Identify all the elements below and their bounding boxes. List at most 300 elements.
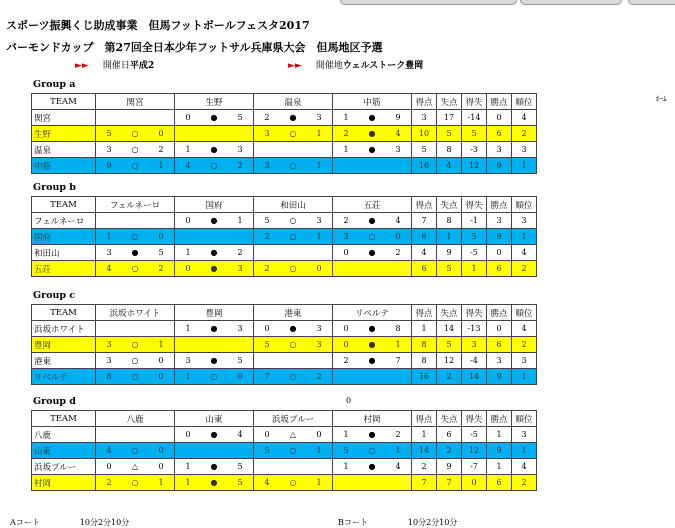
- table-row: [32, 158, 537, 174]
- table-cell: 3: [96, 353, 123, 369]
- table-cell: 2: [437, 443, 462, 459]
- table-cell: [175, 229, 202, 245]
- court-b-label: Bコート: [338, 518, 368, 527]
- table-cell: ○: [280, 261, 306, 277]
- table-cell: 4: [385, 213, 412, 229]
- table-header-row: [32, 197, 537, 213]
- table-cell: [385, 158, 412, 174]
- table-cell: 9: [487, 229, 512, 245]
- table-cell: ●: [359, 321, 385, 337]
- table-cell: ●: [201, 261, 227, 277]
- table-cell: ●: [201, 427, 227, 443]
- sheet-tab[interactable]: [520, 0, 622, 5]
- team-name-cell: 関宮: [32, 110, 96, 126]
- table-cell: 1: [227, 213, 254, 229]
- table-cell: -1: [462, 213, 487, 229]
- table-cell: ●: [359, 126, 385, 142]
- column-header: 浜坂ブルー: [254, 411, 333, 427]
- table-cell: 3: [512, 142, 537, 158]
- table-cell: 9: [96, 158, 123, 174]
- table-cell: [148, 110, 175, 126]
- table-header-row: [32, 305, 537, 321]
- table-cell: ○: [201, 158, 227, 174]
- table-cell: 8: [437, 213, 462, 229]
- table-cell: 7: [412, 213, 437, 229]
- table-cell: 0: [487, 110, 512, 126]
- table-cell: [227, 126, 254, 142]
- table-cell: ●: [359, 245, 385, 261]
- table-cell: 1: [306, 126, 333, 142]
- table-cell: 2: [333, 353, 360, 369]
- table-cell: 2: [385, 245, 412, 261]
- table-cell: 8: [437, 142, 462, 158]
- table-cell: 5: [437, 126, 462, 142]
- table-cell: 0: [148, 353, 175, 369]
- table-cell: ●: [359, 337, 385, 353]
- table-cell: 3: [512, 353, 537, 369]
- court-a-note: [10, 517, 129, 528]
- table-cell: ○: [122, 369, 148, 385]
- table-cell: ○: [280, 229, 306, 245]
- table-row: [32, 126, 537, 142]
- court-b-time: 10分2分10分: [407, 518, 458, 527]
- team-name-cell: リベルテ: [32, 369, 96, 385]
- table-cell: ●: [201, 245, 227, 261]
- table-cell: ○: [280, 475, 306, 491]
- table-cell: 3: [487, 213, 512, 229]
- table-cell: [359, 475, 385, 491]
- table-row: [32, 475, 537, 491]
- table-cell: ○: [122, 337, 148, 353]
- table-cell: 12: [437, 353, 462, 369]
- team-name-cell: 豊岡: [32, 337, 96, 353]
- table-cell: 7: [412, 475, 437, 491]
- table-cell: 5: [227, 110, 254, 126]
- column-header: 順位: [512, 411, 537, 427]
- table-cell: 2: [333, 213, 360, 229]
- standings-table: [31, 93, 537, 174]
- team-name-cell: フェルネーロ: [32, 213, 96, 229]
- table-cell: 4: [512, 459, 537, 475]
- table-cell: 0: [333, 245, 360, 261]
- table-row: [32, 427, 537, 443]
- table-cell: -4: [462, 353, 487, 369]
- table-cell: [280, 245, 306, 261]
- table-cell: [175, 337, 202, 353]
- table-cell: 3: [254, 158, 281, 174]
- table-cell: 0: [333, 321, 360, 337]
- column-header: 豊岡: [175, 305, 254, 321]
- table-cell: 0: [487, 321, 512, 337]
- table-cell: 6: [412, 229, 437, 245]
- table-cell: ○: [280, 158, 306, 174]
- table-cell: ○: [280, 213, 306, 229]
- table-cell: 6: [487, 261, 512, 277]
- table-cell: 4: [437, 158, 462, 174]
- table-cell: 2: [333, 126, 360, 142]
- table-cell: [96, 110, 123, 126]
- table-cell: 6: [487, 337, 512, 353]
- table-cell: [306, 459, 333, 475]
- table-cell: 0: [385, 229, 412, 245]
- table-cell: 3: [306, 337, 333, 353]
- table-cell: 3: [487, 142, 512, 158]
- table-cell: [96, 321, 123, 337]
- team-name-cell: 和田山: [32, 245, 96, 261]
- column-header: 得失: [462, 411, 487, 427]
- column-header: 得点: [412, 94, 437, 110]
- table-cell: 1: [175, 369, 202, 385]
- stray-value: 0: [346, 396, 352, 405]
- table-cell: 1: [175, 321, 202, 337]
- table-cell: 3: [385, 142, 412, 158]
- team-name-cell: 八鹿: [32, 427, 96, 443]
- table-cell: 5: [148, 245, 175, 261]
- table-cell: [280, 459, 306, 475]
- sheet-tab[interactable]: [628, 0, 675, 5]
- table-cell: 5: [227, 353, 254, 369]
- table-cell: [227, 229, 254, 245]
- table-cell: 3: [306, 213, 333, 229]
- table-cell: 0: [462, 475, 487, 491]
- column-header: 勝点: [487, 94, 512, 110]
- table-cell: ●: [359, 353, 385, 369]
- table-cell: 1: [333, 459, 360, 475]
- table-cell: 10: [412, 126, 437, 142]
- column-header: 順位: [512, 94, 537, 110]
- table-cell: [227, 337, 254, 353]
- table-cell: 0: [254, 427, 281, 443]
- table-cell: [385, 261, 412, 277]
- table-cell: 2: [412, 459, 437, 475]
- table-cell: 0: [148, 459, 175, 475]
- venue-label: 開催地: [315, 61, 343, 71]
- table-cell: 0: [148, 369, 175, 385]
- table-cell: 9: [487, 158, 512, 174]
- table-cell: 1: [512, 369, 537, 385]
- column-header: 得失: [462, 305, 487, 321]
- table-cell: 1: [333, 110, 360, 126]
- table-cell: 5: [462, 229, 487, 245]
- table-cell: ●: [359, 142, 385, 158]
- table-cell: ●: [359, 213, 385, 229]
- table-cell: 3: [96, 245, 123, 261]
- table-cell: 7: [437, 475, 462, 491]
- table-cell: [306, 353, 333, 369]
- table-cell: 1: [306, 229, 333, 245]
- table-cell: 7: [385, 353, 412, 369]
- table-row: [32, 142, 537, 158]
- table-cell: 1: [175, 475, 202, 491]
- team-name-cell: 温泉: [32, 142, 96, 158]
- table-cell: [201, 126, 227, 142]
- table-cell: 4: [96, 261, 123, 277]
- table-cell: ●: [359, 459, 385, 475]
- table-cell: ●: [201, 353, 227, 369]
- team-name-cell: 村岡: [32, 475, 96, 491]
- table-cell: [122, 321, 148, 337]
- table-cell: 1: [175, 142, 202, 158]
- table-header-row: [32, 94, 537, 110]
- table-cell: -13: [462, 321, 487, 337]
- table-cell: 1: [462, 261, 487, 277]
- table-row: [32, 261, 537, 277]
- table-cell: 0: [254, 321, 281, 337]
- table-row: [32, 110, 537, 126]
- table-cell: [201, 443, 227, 459]
- table-cell: ○: [122, 261, 148, 277]
- table-cell: 4: [412, 245, 437, 261]
- document-title: スポーツ振興くじ助成事業 但馬フットボールフェスタ2017: [6, 19, 310, 32]
- table-cell: 0: [487, 245, 512, 261]
- table-cell: 3: [412, 110, 437, 126]
- table-cell: △: [280, 427, 306, 443]
- table-cell: 1: [385, 337, 412, 353]
- table-cell: ●: [359, 427, 385, 443]
- table-cell: 0: [175, 110, 202, 126]
- table-cell: ●: [359, 110, 385, 126]
- table-cell: 2: [512, 126, 537, 142]
- table-cell: [359, 261, 385, 277]
- table-cell: ●: [280, 110, 306, 126]
- column-header: 勝点: [487, 305, 512, 321]
- table-cell: 1: [306, 158, 333, 174]
- table-cell: 1: [96, 229, 123, 245]
- standings-table: [31, 410, 537, 491]
- table-cell: 1: [412, 321, 437, 337]
- table-cell: 4: [227, 427, 254, 443]
- team-name-cell: 山東: [32, 443, 96, 459]
- table-cell: 1: [512, 158, 537, 174]
- table-row: [32, 459, 537, 475]
- table-cell: [333, 475, 360, 491]
- column-header: フェルネーロ: [96, 197, 175, 213]
- table-cell: ○: [122, 475, 148, 491]
- court-b-note: [338, 517, 457, 528]
- table-cell: 5: [254, 337, 281, 353]
- table-cell: 1: [175, 459, 202, 475]
- table-cell: [333, 261, 360, 277]
- table-cell: [254, 245, 281, 261]
- table-cell: 3: [227, 261, 254, 277]
- arrow-icon: ►►: [288, 61, 302, 71]
- table-cell: 8: [385, 321, 412, 337]
- table-cell: 4: [512, 321, 537, 337]
- table-cell: [385, 369, 412, 385]
- table-cell: 5: [437, 337, 462, 353]
- table-cell: [148, 213, 175, 229]
- table-cell: [254, 353, 281, 369]
- table-cell: 0: [148, 443, 175, 459]
- column-header: 温泉: [254, 94, 333, 110]
- table-cell: [385, 475, 412, 491]
- table-cell: 3: [96, 142, 123, 158]
- table-cell: 3: [96, 337, 123, 353]
- table-cell: 0: [227, 369, 254, 385]
- group-label: Group c: [33, 290, 76, 301]
- column-header: 関宮: [96, 94, 175, 110]
- venue-value: ウェルストーク豊岡: [342, 61, 424, 71]
- column-header: リベルテ: [333, 305, 412, 321]
- table-cell: 3: [512, 213, 537, 229]
- table-cell: ●: [201, 110, 227, 126]
- table-cell: 17: [437, 110, 462, 126]
- table-cell: [122, 427, 148, 443]
- table-cell: ●: [280, 321, 306, 337]
- table-cell: [280, 142, 306, 158]
- table-cell: 1: [306, 475, 333, 491]
- table-cell: 3: [333, 229, 360, 245]
- team-name-cell: 港東: [32, 353, 96, 369]
- column-header: 失点: [437, 411, 462, 427]
- team-name-cell: 国府: [32, 229, 96, 245]
- column-header: 得失: [462, 94, 487, 110]
- table-cell: 6: [487, 126, 512, 142]
- table-cell: 4: [512, 245, 537, 261]
- table-cell: 12: [462, 443, 487, 459]
- table-cell: [201, 337, 227, 353]
- table-cell: 9: [487, 443, 512, 459]
- team-name-cell: 中筋: [32, 158, 96, 174]
- table-cell: 9: [437, 245, 462, 261]
- table-cell: [201, 229, 227, 245]
- table-cell: 9: [437, 459, 462, 475]
- table-cell: [148, 321, 175, 337]
- column-header: 順位: [512, 197, 537, 213]
- table-cell: 0: [306, 261, 333, 277]
- table-cell: [96, 213, 123, 229]
- table-cell: 3: [227, 142, 254, 158]
- table-cell: 3: [227, 321, 254, 337]
- date-label: 開催日: [102, 61, 130, 71]
- table-cell: 1: [512, 229, 537, 245]
- table-cell: 3: [306, 110, 333, 126]
- table-cell: [254, 459, 281, 475]
- table-cell: 5: [437, 261, 462, 277]
- table-cell: 4: [254, 475, 281, 491]
- table-cell: 12: [462, 158, 487, 174]
- table-cell: [96, 427, 123, 443]
- table-cell: ○: [201, 369, 227, 385]
- table-cell: 3: [306, 321, 333, 337]
- table-header-row: [32, 411, 537, 427]
- table-cell: 0: [175, 427, 202, 443]
- table-cell: 5: [462, 126, 487, 142]
- table-row: [32, 369, 537, 385]
- table-cell: [175, 126, 202, 142]
- table-cell: ○: [280, 337, 306, 353]
- table-cell: [148, 427, 175, 443]
- table-cell: 2: [148, 142, 175, 158]
- table-cell: 16: [412, 369, 437, 385]
- table-cell: [333, 158, 360, 174]
- table-cell: -14: [462, 110, 487, 126]
- table-cell: 2: [254, 261, 281, 277]
- column-header: 得点: [412, 197, 437, 213]
- table-cell: 2: [148, 261, 175, 277]
- table-cell: 7: [254, 369, 281, 385]
- table-cell: 1: [148, 475, 175, 491]
- group-label: Group a: [33, 79, 76, 90]
- table-cell: [122, 110, 148, 126]
- table-cell: 4: [385, 126, 412, 142]
- venue-line: [288, 58, 423, 71]
- table-cell: [227, 443, 254, 459]
- table-cell: 3: [462, 337, 487, 353]
- table-cell: 1: [487, 459, 512, 475]
- team-name-cell: 生野: [32, 126, 96, 142]
- table-cell: [333, 369, 360, 385]
- table-cell: 0: [148, 126, 175, 142]
- table-cell: 8: [412, 337, 437, 353]
- arrow-icon: ►►: [75, 61, 89, 71]
- table-cell: ●: [201, 213, 227, 229]
- table-cell: ○: [280, 443, 306, 459]
- team-name-cell: 浜坂ブルー: [32, 459, 96, 475]
- table-cell: ●: [201, 475, 227, 491]
- table-cell: 1: [487, 427, 512, 443]
- table-cell: ○: [122, 443, 148, 459]
- table-cell: [175, 443, 202, 459]
- column-header: 国府: [175, 197, 254, 213]
- table-cell: 3: [175, 353, 202, 369]
- date-line: [75, 58, 154, 71]
- table-cell: 0: [333, 337, 360, 353]
- table-cell: ○: [122, 142, 148, 158]
- column-header: TEAM: [32, 305, 96, 321]
- table-cell: -5: [462, 427, 487, 443]
- column-header: 勝点: [487, 197, 512, 213]
- table-cell: ●: [201, 459, 227, 475]
- table-cell: 0: [148, 229, 175, 245]
- table-cell: ●: [122, 245, 148, 261]
- table-cell: 1: [148, 337, 175, 353]
- table-cell: 1: [437, 229, 462, 245]
- table-cell: ●: [201, 142, 227, 158]
- table-cell: [359, 158, 385, 174]
- table-cell: 14: [462, 369, 487, 385]
- table-cell: 16: [412, 158, 437, 174]
- table-row: [32, 337, 537, 353]
- table-cell: 4: [512, 110, 537, 126]
- column-header: 八鹿: [96, 411, 175, 427]
- table-cell: 5: [96, 126, 123, 142]
- table-cell: 8: [412, 353, 437, 369]
- column-header: 失点: [437, 197, 462, 213]
- table-row: [32, 213, 537, 229]
- table-cell: 2: [512, 475, 537, 491]
- table-cell: [280, 353, 306, 369]
- table-cell: 2: [385, 427, 412, 443]
- table-cell: [254, 142, 281, 158]
- table-row: [32, 443, 537, 459]
- table-cell: -5: [462, 245, 487, 261]
- column-header: TEAM: [32, 197, 96, 213]
- sheet-tab[interactable]: [340, 0, 517, 5]
- table-cell: 0: [306, 427, 333, 443]
- top-tab-strip: [0, 0, 675, 5]
- table-cell: [122, 213, 148, 229]
- table-cell: 6: [487, 475, 512, 491]
- table-cell: ○: [280, 126, 306, 142]
- column-header: 得失: [462, 197, 487, 213]
- table-cell: 1: [306, 443, 333, 459]
- table-cell: 2: [96, 475, 123, 491]
- table-cell: 1: [412, 427, 437, 443]
- column-header: TEAM: [32, 411, 96, 427]
- column-header: 山東: [175, 411, 254, 427]
- date-value: 平成2: [129, 61, 155, 71]
